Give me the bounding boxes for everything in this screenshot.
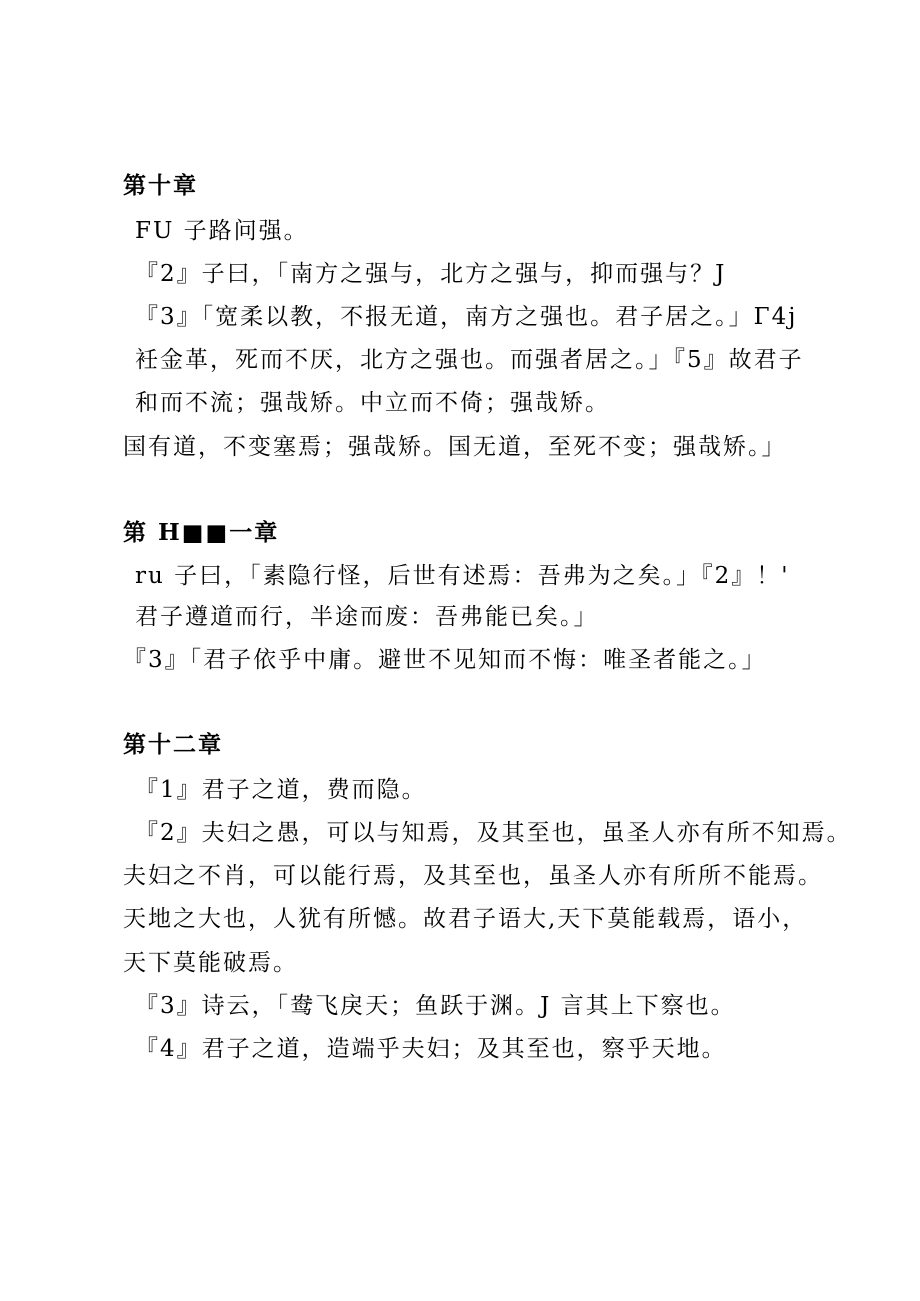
text-line: 夫妇之不肖，可以能行焉，及其至也，虽圣人亦有所所不能焉。 bbox=[123, 863, 823, 889]
text-line: 天地之大也，人犹有所憾。故君子语大,天下莫能载焉，语小， bbox=[123, 906, 808, 932]
text-line: 和而不流；强哉矫。中立而不倚；强哉矫。 bbox=[135, 390, 610, 416]
chapter-title: 第 H■■一章 bbox=[123, 519, 280, 546]
text-line: 『3』诗云，「鸯飞戾天；鱼跃于渊。J 言其上下察也。 bbox=[135, 993, 736, 1019]
text-line: 『4』君子之道，造端乎夫妇；及其至也，察乎天地。 bbox=[135, 1036, 727, 1062]
text-line: 『3』「宽柔以教，不报无道，南方之强也。君子居之。」Γ4j bbox=[135, 304, 798, 330]
text-line: 『2』夫妇之愚，可以与知焉，及其至也，虽圣人亦有所不知焉。 bbox=[135, 820, 852, 846]
text-line: 『1』君子之道，费而隐。 bbox=[135, 777, 427, 803]
text-line: 『3』「君子依乎中庸。避世不见知而不悔：唯圣者能之。」 bbox=[123, 647, 767, 673]
text-line: FU 子路问强。 bbox=[135, 218, 309, 244]
text-line: 天下莫能破焉。 bbox=[123, 950, 298, 976]
chapter-title: 第十章 bbox=[123, 172, 198, 199]
text-line: 君子遵道而行，半途而废：吾弗能已矣。」 bbox=[135, 604, 599, 630]
text-line: ru 子曰，「素隐行怪，后世有述焉：吾弗为之矣。」『2』！' bbox=[135, 563, 790, 589]
text-line: 衽金革，死而不厌，北方之强也。而强者居之。」『5』故君子 bbox=[135, 347, 804, 373]
text-line: 国有道，不变塞焉；强哉矫。国无道，至死不变；强哉矫。」 bbox=[123, 434, 787, 460]
chapter-title: 第十二章 bbox=[123, 731, 223, 758]
text-line: 『2』子曰，「南方之强与，北方之强与，抑而强与？J bbox=[135, 261, 727, 287]
